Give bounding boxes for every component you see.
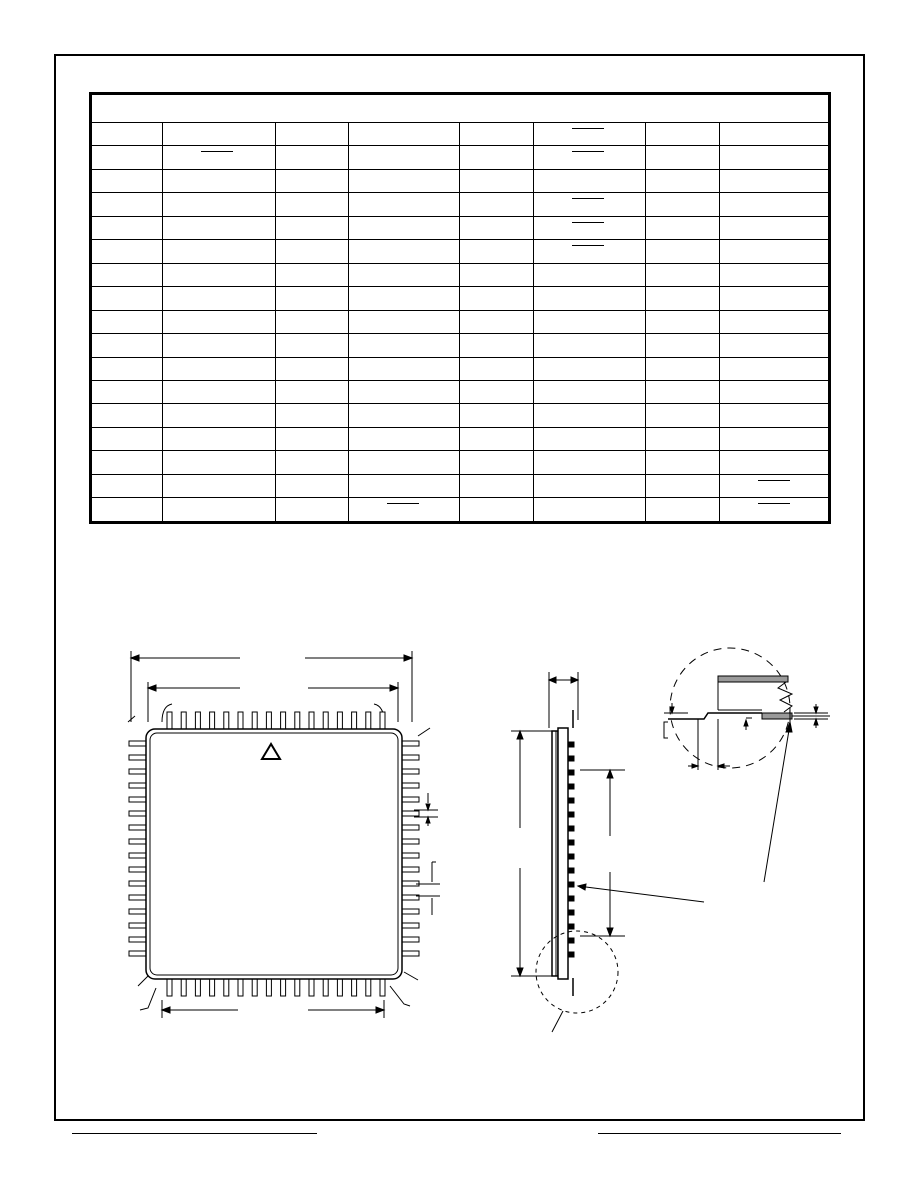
lead-pin xyxy=(366,979,371,996)
detail-circle xyxy=(670,648,790,768)
lead-pin xyxy=(266,979,271,996)
arrowhead xyxy=(578,884,586,890)
side-lead-pin xyxy=(568,938,574,943)
side-lead-pin xyxy=(568,882,574,887)
side-lead-pin xyxy=(568,854,574,859)
corner-leader xyxy=(418,728,430,736)
side-lead-pin xyxy=(568,798,574,803)
lead-pin xyxy=(238,712,243,729)
arrowhead xyxy=(571,677,578,683)
arrowhead xyxy=(692,764,698,768)
lead-pin xyxy=(167,979,172,996)
lead-pin xyxy=(210,979,215,996)
arrowhead xyxy=(426,817,430,823)
arrowhead xyxy=(404,655,412,661)
lead-pin xyxy=(129,783,146,788)
side-lead-pin xyxy=(568,756,574,761)
arrowhead xyxy=(814,719,818,725)
lead-pin xyxy=(352,979,357,996)
lead-pin xyxy=(266,712,271,729)
lead-pin xyxy=(402,909,419,914)
lead-pin xyxy=(323,712,328,729)
lead-pin xyxy=(224,979,229,996)
arrowhead xyxy=(426,804,430,810)
arrowhead xyxy=(814,707,818,713)
lead-pin xyxy=(366,712,371,729)
arrowhead xyxy=(148,685,156,691)
lead-pin xyxy=(129,881,146,886)
arrowhead xyxy=(131,655,139,661)
side-body-bottom xyxy=(552,731,558,976)
side-lead-pin xyxy=(568,868,574,873)
lead-pin xyxy=(129,755,146,760)
side-lead-pin xyxy=(568,826,574,831)
lead-pin xyxy=(252,979,257,996)
lead-pin xyxy=(195,712,200,729)
lead-pin xyxy=(402,923,419,928)
lead-pin xyxy=(129,909,146,914)
lead-pin xyxy=(402,867,419,872)
footer-rule-left xyxy=(72,1133,317,1134)
corner-leader xyxy=(390,986,410,1006)
lead-pin xyxy=(402,769,419,774)
side-body-top xyxy=(558,728,568,979)
lead-pin xyxy=(309,979,314,996)
lead-pin xyxy=(181,712,186,729)
arrowhead xyxy=(517,731,523,739)
side-lead-pin xyxy=(568,840,574,845)
side-lead-pin xyxy=(568,784,574,789)
lead-pin xyxy=(195,979,200,996)
break-zigzag xyxy=(778,682,792,712)
lead-pin xyxy=(402,741,419,746)
lead-pin xyxy=(129,937,146,942)
side-view xyxy=(511,672,704,1032)
lead-pin xyxy=(402,783,419,788)
corner-leader xyxy=(404,972,418,980)
arrowhead xyxy=(390,685,398,691)
arrowhead xyxy=(517,968,523,976)
lead-pin xyxy=(380,712,385,729)
lead-pin xyxy=(295,979,300,996)
lead-pin xyxy=(402,951,419,956)
leader-line xyxy=(764,724,790,882)
corner-leader xyxy=(140,988,156,1010)
lead-pin xyxy=(337,979,342,996)
lead-pin xyxy=(129,923,146,928)
lead-pin xyxy=(238,979,243,996)
lead-pin xyxy=(402,937,419,942)
arrowhead xyxy=(607,770,613,778)
lead-pin xyxy=(337,712,342,729)
lead-pin xyxy=(224,712,229,729)
arrowhead xyxy=(162,1007,170,1013)
lead-pin xyxy=(402,825,419,830)
lead-pin xyxy=(402,755,419,760)
lead-pin xyxy=(129,853,146,858)
lead-pin xyxy=(402,811,419,816)
lead-pin xyxy=(380,979,385,996)
side-lead-pin xyxy=(568,812,574,817)
side-lead-pin xyxy=(568,896,574,901)
lead-pin xyxy=(129,797,146,802)
lead-pin xyxy=(129,839,146,844)
arrowhead xyxy=(744,720,748,726)
package-body xyxy=(146,729,402,979)
footer-rule-right xyxy=(598,1133,841,1134)
lead-pin xyxy=(352,712,357,729)
lead-pin xyxy=(252,712,257,729)
lead-pin xyxy=(281,979,286,996)
lead-pin xyxy=(129,867,146,872)
lead-pin xyxy=(402,839,419,844)
top-view xyxy=(128,651,440,1018)
detail-lead-shaded xyxy=(762,713,792,719)
lead-pin xyxy=(281,712,286,729)
detail-callout-circle xyxy=(536,931,618,1013)
lead-pin xyxy=(129,825,146,830)
lead-pin xyxy=(129,951,146,956)
arrowhead xyxy=(376,1007,384,1013)
lead-pin xyxy=(129,741,146,746)
lead-pin xyxy=(129,769,146,774)
lead-pin xyxy=(129,811,146,816)
lead-pin xyxy=(323,979,328,996)
lead-pin xyxy=(210,712,215,729)
detail-body-shaded xyxy=(718,676,788,682)
lead-pin xyxy=(181,979,186,996)
arrowhead xyxy=(607,928,613,936)
lead-pin xyxy=(309,712,314,729)
leader-line xyxy=(578,886,704,902)
lead-pin xyxy=(295,712,300,729)
arrowhead xyxy=(549,677,556,683)
side-lead-pin xyxy=(568,924,574,929)
lead-pin xyxy=(167,712,172,729)
leader-line xyxy=(552,1011,563,1032)
detail-view xyxy=(664,648,830,882)
side-lead-pin xyxy=(568,742,574,747)
side-lead-pin xyxy=(568,770,574,775)
lead-pin xyxy=(402,797,419,802)
bracket xyxy=(664,722,668,738)
side-lead-pin xyxy=(568,952,574,957)
lead-pin xyxy=(129,895,146,900)
side-lead-pin xyxy=(568,910,574,915)
lead-pin xyxy=(402,853,419,858)
